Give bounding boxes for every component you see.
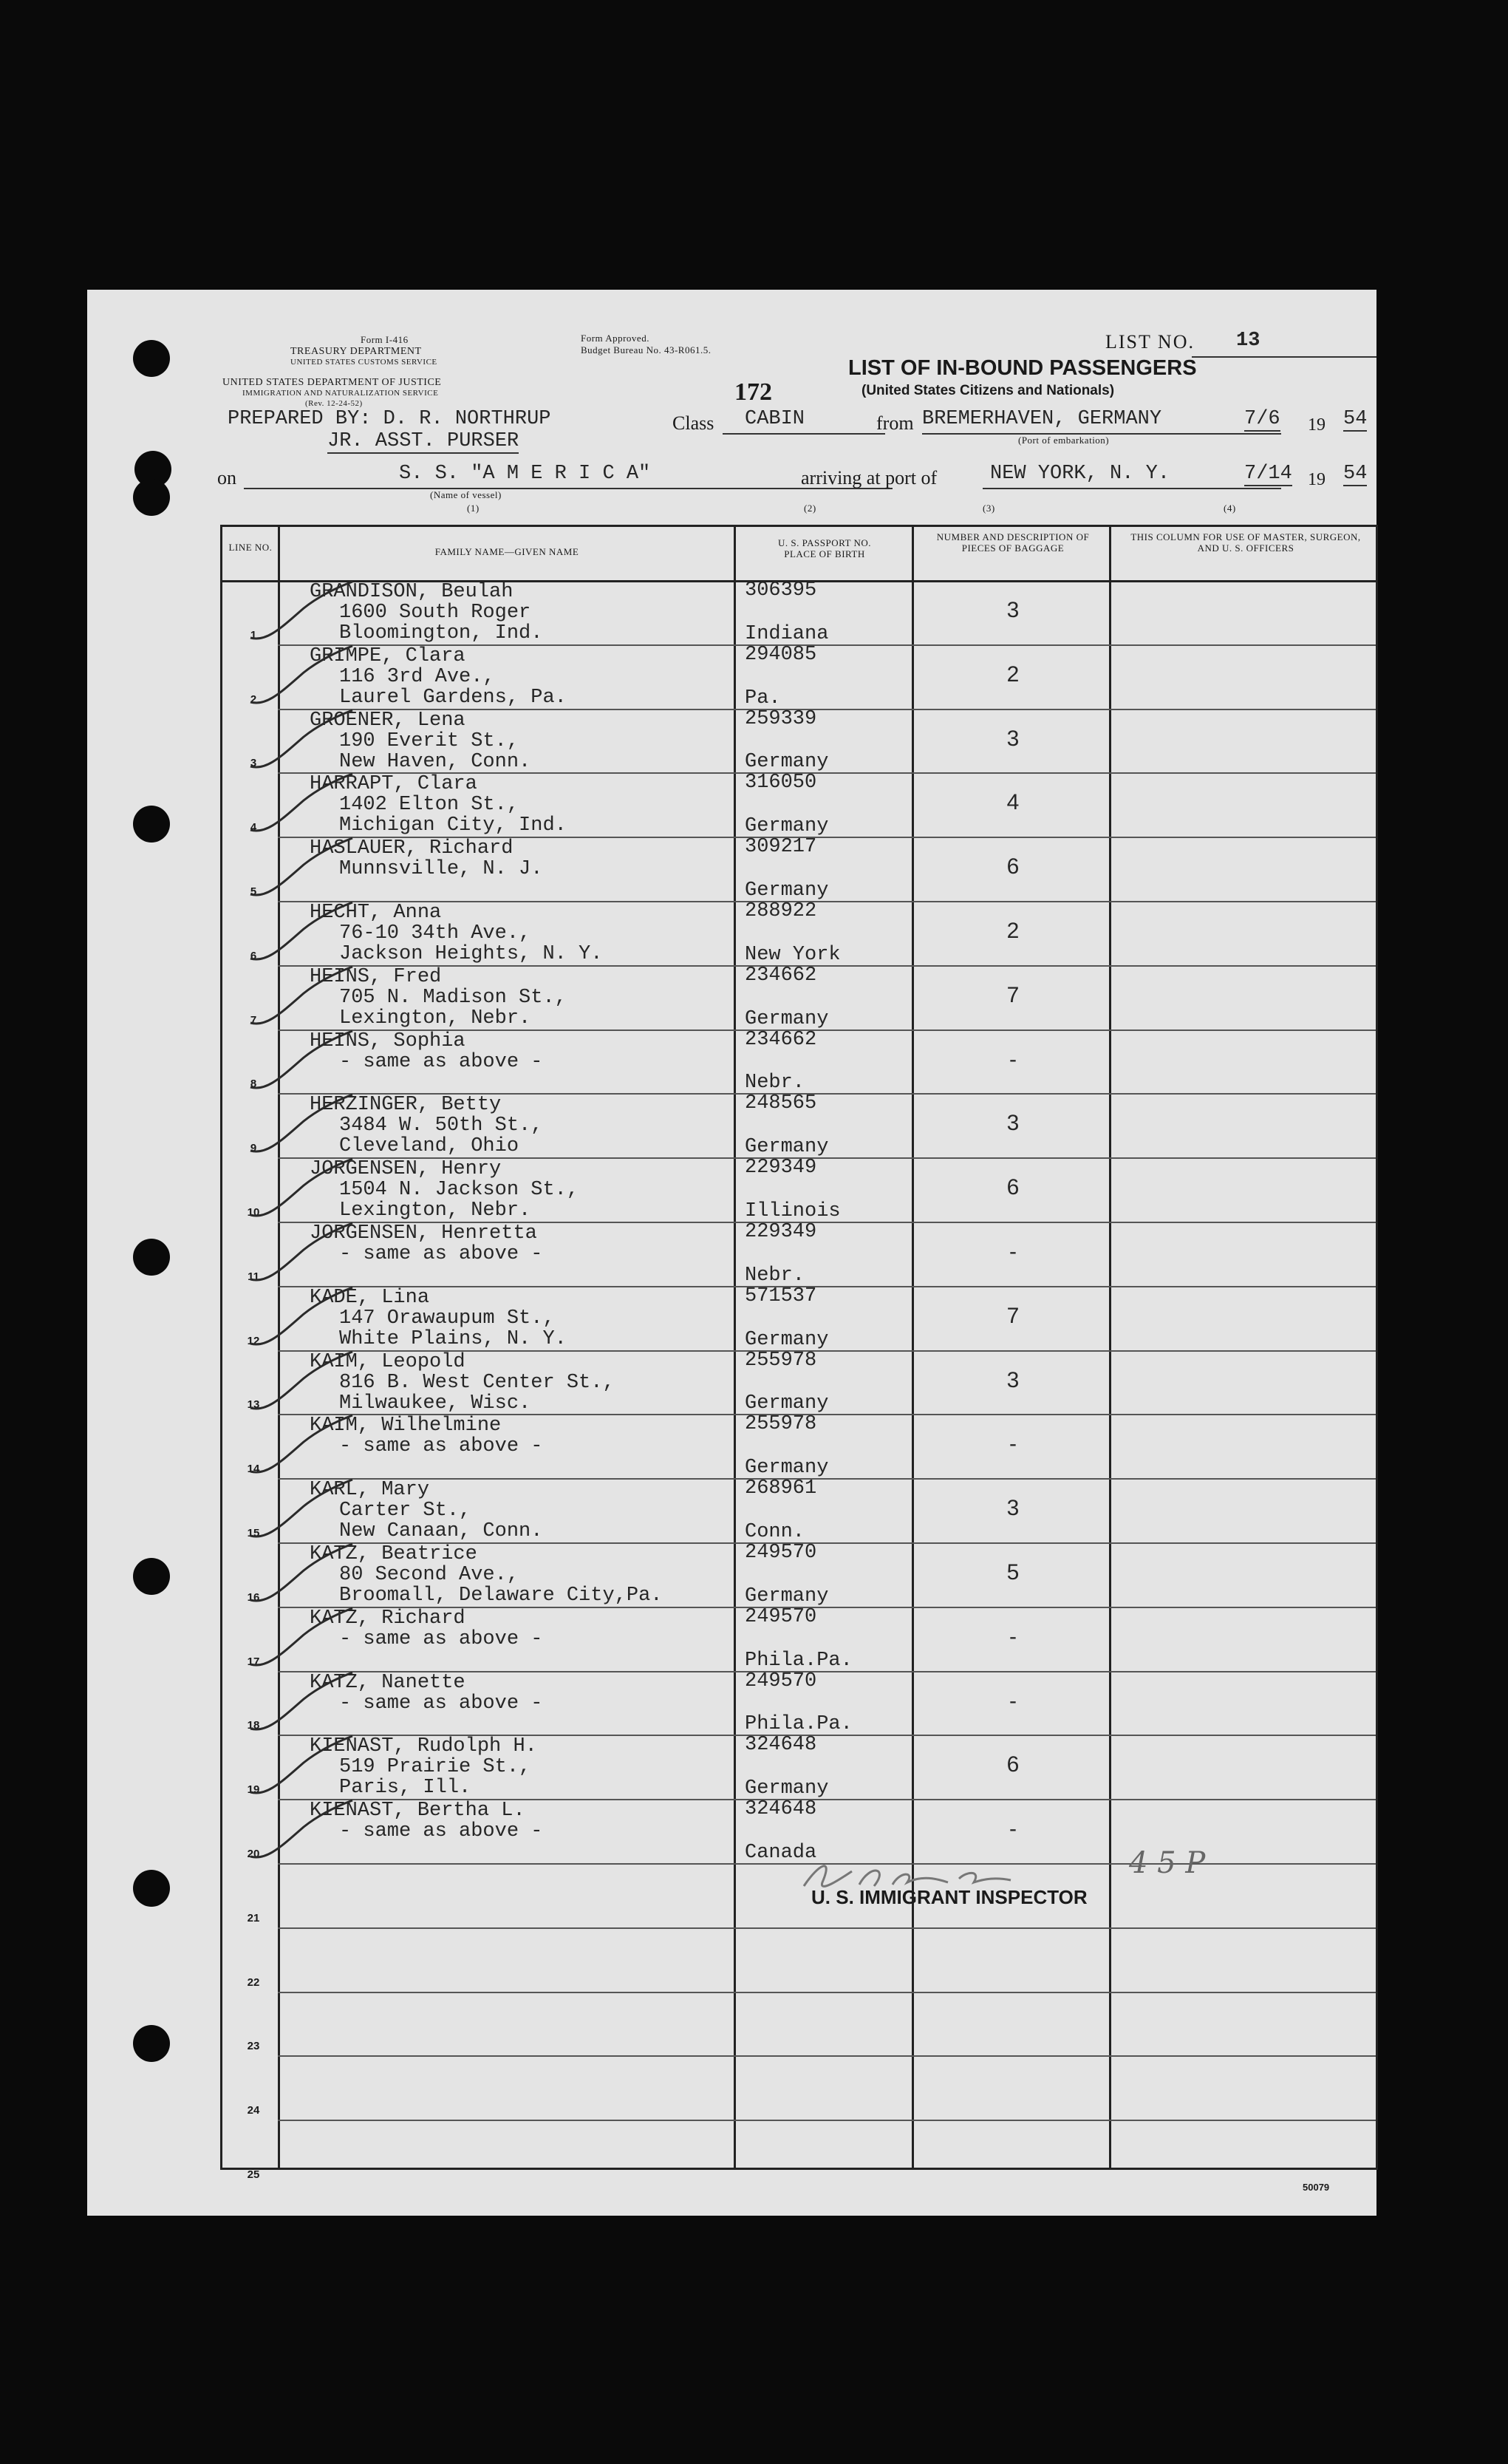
place-of-birth: Germany	[745, 1777, 829, 1800]
table-row	[222, 1927, 1376, 1992]
passport-number: 268961	[745, 1477, 817, 1500]
address-line-1: 147 Orawaupum St.,	[339, 1307, 555, 1330]
passenger-name: KAIM, Wilhelmine	[310, 1415, 502, 1437]
place-of-birth: Germany	[745, 1392, 829, 1415]
column-number-1: (1)	[467, 503, 480, 514]
line-number: 18	[247, 1719, 260, 1732]
embark-date: 7/6	[1244, 408, 1280, 430]
table-row	[222, 837, 1376, 901]
list-number-label: LIST NO.	[1105, 331, 1195, 353]
check-mark-icon	[245, 1409, 355, 1480]
place-of-birth: Phila.Pa.	[745, 1649, 853, 1672]
passport-number: 316050	[745, 772, 817, 794]
passenger-name: KIENAST, Bertha L.	[310, 1800, 525, 1823]
baggage-count: 6	[1006, 1752, 1020, 1777]
header-baggage: NUMBER AND DESCRIPTION OF PIECES OF BAGGAGE	[936, 531, 1090, 554]
check-mark-icon	[245, 1730, 355, 1801]
check-mark-icon	[245, 1089, 355, 1160]
line-number: 15	[247, 1526, 260, 1539]
header-name: FAMILY NAME—GIVEN NAME	[434, 546, 579, 557]
table-row	[222, 1735, 1376, 1799]
binder-hole	[133, 1239, 170, 1276]
table-row	[222, 1350, 1376, 1415]
line-number: 9	[250, 1142, 257, 1155]
budget-bureau: Budget Bureau No. 43-R061.5.	[581, 344, 712, 355]
line-number: 21	[247, 1911, 260, 1924]
place-of-birth: Germany	[745, 1457, 829, 1480]
line-number: 12	[247, 1334, 260, 1347]
line-number: 14	[247, 1463, 260, 1476]
embark-caption: (Port of embarkation)	[1018, 435, 1110, 446]
place-of-birth: Nebr.	[745, 1072, 805, 1095]
binder-hole	[133, 479, 170, 516]
baggage-count: 2	[1006, 661, 1020, 687]
line-number: 6	[250, 949, 257, 962]
passport-number: 294085	[745, 643, 817, 666]
address-line-2: Milwaukee, Wisc.	[339, 1392, 531, 1415]
baggage-count: -	[1009, 1817, 1017, 1842]
passenger-name: JORGENSEN, Henretta	[310, 1222, 537, 1245]
place-of-birth: Illinois	[745, 1199, 841, 1222]
table-row	[222, 901, 1376, 965]
address-line-1: 80 Second Ave.,	[339, 1564, 519, 1586]
binder-hole	[133, 806, 170, 843]
check-mark-icon	[245, 1153, 355, 1224]
passport-number: 324648	[745, 1734, 817, 1757]
address-line-1: 1600 South Roger	[339, 602, 531, 624]
line-number: 7	[250, 1013, 257, 1027]
line-number: 8	[250, 1078, 257, 1091]
check-mark-icon	[245, 640, 355, 711]
place-of-birth: Germany	[745, 879, 829, 902]
column-number-2: (2)	[804, 503, 816, 514]
stamp-number: 172	[734, 378, 772, 406]
passport-number: 255978	[745, 1349, 817, 1372]
check-mark-icon	[245, 1538, 355, 1609]
table-row	[222, 1222, 1376, 1286]
line-number: 13	[247, 1398, 260, 1412]
baggage-count: 7	[1006, 1303, 1020, 1328]
check-mark-icon	[245, 1217, 355, 1288]
check-mark-icon	[245, 1794, 355, 1865]
line-number: 11	[248, 1270, 259, 1283]
passenger-name: GRANDISON, Beulah	[310, 581, 514, 603]
table-row	[222, 1157, 1376, 1222]
binder-hole	[133, 1870, 170, 1907]
check-mark-icon	[245, 1602, 355, 1673]
baggage-count: 3	[1006, 726, 1020, 751]
table-row	[222, 2120, 1376, 2184]
check-mark-icon	[245, 1282, 355, 1352]
line-number: 17	[247, 1655, 260, 1668]
baggage-count: 7	[1006, 982, 1020, 1007]
table-row	[222, 1607, 1376, 1671]
passenger-name: GROENER, Lena	[310, 709, 465, 732]
address-line-2: Michigan City, Ind.	[339, 814, 567, 837]
column-number-4: (4)	[1224, 503, 1236, 514]
passport-number: 234662	[745, 964, 817, 987]
address-line-2: Lexington, Nebr.	[339, 1199, 531, 1222]
address-line-2: Paris, Ill.	[339, 1777, 471, 1800]
address-line-2: Broomall, Delaware City,Pa.	[339, 1585, 663, 1607]
baggage-count: 3	[1006, 1496, 1020, 1521]
address-line-1: 1402 Elton St.,	[339, 794, 519, 817]
prepared-title: JR. ASST. PURSER	[327, 430, 519, 452]
manifest-page	[87, 290, 1376, 2216]
check-mark-icon	[245, 896, 355, 967]
passport-number: 229349	[745, 1221, 817, 1243]
place-of-birth: Germany	[745, 1007, 829, 1030]
arrival-date: 7/14	[1244, 463, 1292, 485]
passport-number: 234662	[745, 1028, 817, 1051]
place-of-birth: Pa.	[745, 687, 781, 709]
place-of-birth: Germany	[745, 815, 829, 838]
address-line-1: 76-10 34th Ave.,	[339, 922, 531, 945]
prepared-by: PREPARED BY: D. R. NORTHRUP	[228, 408, 551, 430]
passenger-name: JORGENSEN, Henry	[310, 1158, 502, 1181]
table-row	[222, 1671, 1376, 1735]
check-mark-icon	[245, 961, 355, 1032]
arrival-port: NEW YORK, N. Y.	[990, 463, 1170, 485]
passenger-name: HEINS, Fred	[310, 965, 442, 988]
passenger-name: KARL, Mary	[310, 1479, 430, 1502]
passenger-name: KATZ, Richard	[310, 1607, 465, 1630]
list-number-value	[1192, 331, 1376, 358]
address-line-1: - same as above -	[339, 1050, 543, 1073]
vessel-caption: (Name of vessel)	[430, 489, 502, 500]
address-line-1: 116 3rd Ave.,	[339, 665, 495, 688]
passenger-name: HASLAUER, Richard	[310, 837, 514, 860]
binder-hole	[133, 340, 170, 377]
passenger-name: KAIM, Leopold	[310, 1350, 465, 1373]
list-subtitle: (United States Citizens and Nationals)	[862, 383, 1115, 398]
passport-number: 306395	[745, 579, 817, 602]
address-line-2: New Haven, Conn.	[339, 750, 531, 773]
passenger-name: GRIMPE, Clara	[310, 644, 465, 667]
line-number: 10	[247, 1205, 260, 1219]
baggage-count: -	[1009, 1624, 1017, 1649]
line-number: 4	[250, 821, 257, 834]
address-line-2: Lexington, Nebr.	[339, 1007, 531, 1029]
passenger-name: KATZ, Nanette	[310, 1671, 465, 1694]
baggage-count: 3	[1006, 1367, 1020, 1392]
check-mark-icon	[245, 576, 355, 647]
form-number: Form I-416	[361, 334, 409, 345]
arrival-year: 54	[1343, 463, 1368, 485]
table-row	[222, 772, 1376, 837]
address-line-2: White Plains, N. Y.	[339, 1327, 567, 1350]
from-field	[922, 408, 1281, 435]
place-of-birth: Germany	[745, 1328, 829, 1351]
baggage-count: 3	[1006, 598, 1020, 622]
header-passport: U. S. PASSPORT NO. PLACE OF BIRTH	[778, 537, 871, 559]
address-line-2: Cleveland, Ohio	[339, 1135, 519, 1158]
department-of-justice: UNITED STATES DEPARTMENT OF JUSTICE	[222, 377, 442, 388]
passport-number: 571537	[745, 1284, 817, 1307]
inspector-title: U. S. IMMIGRANT INSPECTOR	[811, 1886, 1088, 1908]
line-number: 19	[247, 1783, 260, 1797]
baggage-count: -	[1009, 1239, 1017, 1264]
address-line-1: 519 Prairie St.,	[339, 1756, 531, 1779]
revision: (Rev. 12-24-52)	[305, 399, 363, 408]
place-of-birth: Germany	[745, 1136, 829, 1159]
ins-service: IMMIGRATION AND NATURALIZATION SERVICE	[242, 389, 439, 398]
table-row	[222, 965, 1376, 1029]
passenger-name: KIENAST, Rudolph H.	[310, 1735, 537, 1758]
passenger-name: HARRAPT, Clara	[310, 773, 477, 796]
passport-number: 249570	[745, 1605, 817, 1628]
passport-number: 255978	[745, 1413, 817, 1436]
from-label: from	[876, 412, 914, 434]
place-of-birth: Germany	[745, 751, 829, 774]
line-number: 20	[247, 1847, 260, 1860]
address-line-1: - same as above -	[339, 1243, 543, 1265]
place-of-birth: Phila.Pa.	[745, 1713, 853, 1736]
baggage-count: -	[1009, 1046, 1017, 1072]
table-row	[222, 644, 1376, 709]
baggage-count: -	[1009, 1432, 1017, 1457]
list-title: LIST OF IN-BOUND PASSENGERS	[848, 356, 1197, 380]
address-line-1: Carter St.,	[339, 1500, 471, 1522]
vessel-field	[244, 463, 893, 489]
baggage-count: 4	[1006, 790, 1020, 815]
header-officers: THIS COLUMN FOR USE OF MASTER, SURGEON, AND U. S. OFFICERS	[1130, 531, 1361, 554]
address-line-1: - same as above -	[339, 1820, 543, 1843]
passport-number: 248565	[745, 1092, 817, 1115]
baggage-count: 2	[1006, 919, 1020, 943]
passenger-name-block	[310, 1544, 662, 1606]
passport-number: 259339	[745, 707, 817, 730]
passport-number: 288922	[745, 900, 817, 922]
passenger-name: HERZINGER, Betty	[310, 1094, 502, 1117]
address-line-1: Munnsville, N. J.	[339, 858, 543, 881]
address-line-1: 1504 N. Jackson St.,	[339, 1179, 579, 1202]
line-number: 3	[250, 757, 257, 770]
passport-number: 249570	[745, 1542, 817, 1564]
check-mark-icon	[245, 768, 355, 839]
treasury-department: TREASURY DEPARTMENT	[290, 346, 422, 357]
table-row	[222, 709, 1376, 773]
passenger-table	[220, 525, 1378, 2181]
arrival-year-prefix: 19	[1308, 470, 1326, 489]
baggage-count: 6	[1006, 854, 1020, 879]
address-line-1: - same as above -	[339, 1627, 543, 1650]
place-of-birth: Indiana	[745, 622, 829, 645]
address-line-1: 3484 W. 50th St.,	[339, 1114, 543, 1137]
address-line-1: - same as above -	[339, 1435, 543, 1458]
passport-number: 229349	[745, 1157, 817, 1180]
vessel-name: S. S. "A M E R I C A"	[399, 463, 651, 485]
table-row	[222, 1542, 1376, 1607]
passenger-rows	[222, 579, 1376, 2181]
passenger-name: HECHT, Anna	[310, 902, 442, 924]
check-mark-icon	[245, 1474, 355, 1545]
passport-number: 324648	[745, 1798, 817, 1821]
line-number: 25	[247, 2168, 260, 2181]
header-line-no: LINE NO.	[228, 542, 273, 553]
address-line-1: 816 B. West Center St.,	[339, 1371, 615, 1394]
address-line-2: Bloomington, Ind.	[339, 622, 543, 644]
baggage-count: 6	[1006, 1175, 1020, 1200]
place-of-birth: Germany	[745, 1585, 829, 1607]
class-label: Class	[672, 412, 714, 434]
binder-hole	[133, 2025, 170, 2062]
line-number: 1	[250, 628, 257, 641]
passenger-name: KADE, Lina	[310, 1286, 430, 1309]
check-mark-icon	[245, 1025, 355, 1096]
passport-number: 249570	[745, 1670, 817, 1692]
on-label: on	[217, 467, 236, 489]
table-row	[222, 1093, 1376, 1157]
customs-service: UNITED STATES CUSTOMS SERVICE	[290, 358, 437, 367]
table-row	[222, 580, 1376, 644]
address-line-2: Laurel Gardens, Pa.	[339, 686, 567, 709]
address-line-2: New Canaan, Conn.	[339, 1520, 543, 1543]
passenger-name: KATZ, Beatrice	[310, 1543, 477, 1565]
class-value: CABIN	[745, 408, 805, 430]
address-line-1: - same as above -	[339, 1692, 543, 1715]
column-number-3: (3)	[983, 503, 995, 514]
check-mark-icon	[245, 1667, 355, 1738]
binder-hole	[133, 1558, 170, 1595]
form-code: 50079	[1303, 2182, 1330, 2193]
baggage-count: 3	[1006, 1111, 1020, 1136]
passport-number: 309217	[745, 836, 817, 859]
embark-year-prefix: 19	[1308, 415, 1326, 435]
passenger-name: HEINS, Sophia	[310, 1029, 465, 1052]
baggage-count: -	[1009, 1688, 1017, 1713]
table-row	[222, 1414, 1376, 1478]
baggage-count: 5	[1006, 1560, 1020, 1585]
table-row	[222, 1478, 1376, 1542]
table-row	[222, 1029, 1376, 1094]
table-row	[222, 2055, 1376, 2120]
class-field	[723, 408, 885, 435]
check-mark-icon	[245, 704, 355, 775]
form-approved: Form Approved.	[581, 333, 649, 344]
line-number: 24	[247, 2104, 260, 2117]
line-number: 2	[250, 692, 257, 706]
table-row	[222, 1992, 1376, 2056]
from-value: BREMERHAVEN, GERMANY	[922, 408, 1162, 430]
place-of-birth: Nebr.	[745, 1264, 805, 1287]
check-mark-icon	[245, 1346, 355, 1417]
line-number: 5	[250, 885, 257, 898]
place-of-birth: New York	[745, 943, 841, 966]
table-row	[222, 1286, 1376, 1350]
line-number: 23	[247, 2040, 260, 2053]
inspector-badge: 4 5 P	[1129, 1846, 1206, 1880]
place-of-birth: Conn.	[745, 1520, 805, 1543]
place-of-birth: Canada	[745, 1841, 817, 1864]
address-line-1: 190 Everit St.,	[339, 729, 519, 752]
address-line-2: Jackson Heights, N. Y.	[339, 943, 603, 965]
arrival-port-field	[983, 463, 1281, 489]
arriving-label: arriving at port of	[801, 467, 938, 489]
check-mark-icon	[245, 832, 355, 903]
address-line-1: 705 N. Madison St.,	[339, 986, 567, 1009]
line-number: 16	[247, 1590, 260, 1604]
line-number: 22	[247, 1975, 260, 1989]
list-number: 13	[1236, 330, 1260, 352]
embark-year: 54	[1343, 408, 1368, 430]
